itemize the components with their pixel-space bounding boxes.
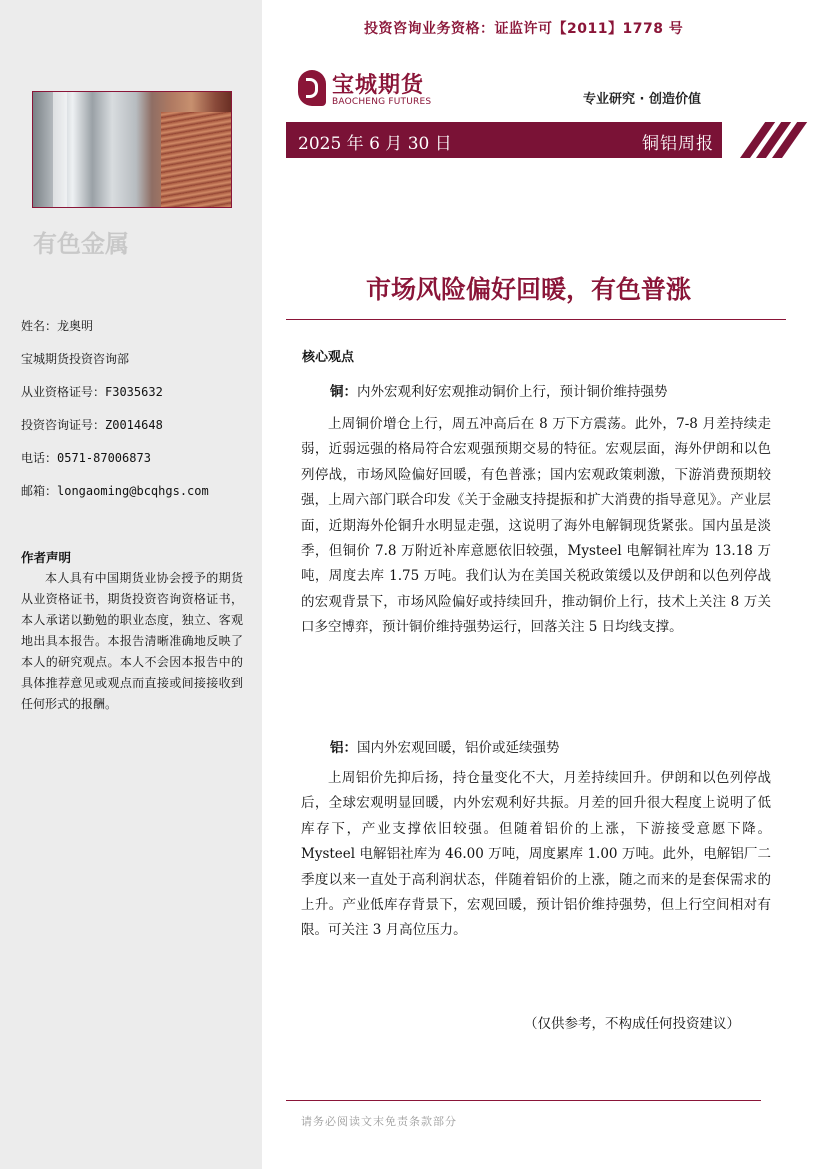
sidebar [0, 0, 262, 1169]
analyst-contact [21, 316, 209, 514]
qualification-number: 从业资格证号：F3035632 [21, 385, 163, 399]
report-banner [286, 122, 722, 158]
sector-label: 有色金属 [33, 230, 129, 258]
copper-label: 铜： [330, 384, 357, 400]
logo-en: BAOCHENG FUTURES [332, 97, 432, 107]
copper-summary-text: 内外宏观利好宏观推动铜价上行，预计铜价维持强势 [357, 384, 668, 400]
consulting-number: 投资咨询证号：Z0014648 [21, 418, 163, 432]
footer-divider [286, 1100, 761, 1101]
analyst-department: 宝城期货投资咨询部 [21, 352, 130, 366]
report-date: 2025 年 6 月 30 日 [298, 134, 452, 154]
copper-coil [161, 112, 231, 208]
company-logo [298, 68, 438, 112]
disclaimer: （仅供参考，不构成任何投资建议） [524, 1016, 740, 1032]
declaration-title: 作者声明 [21, 550, 72, 565]
analyst-name: 姓名：龙奥明 [21, 319, 94, 333]
logo-cn: 宝城期货 [332, 72, 425, 98]
report-type: 铜铝周报 [642, 134, 714, 154]
page-title: 市场风险偏好回暖，有色普涨 [366, 275, 692, 304]
metal-photo [32, 91, 232, 208]
declaration-body: 本人具有中国期货业协会授予的期货从业资格证书，期货投资咨询资格证书，本人承诺以勤勉的职业态度，独立、客观地出具本报告。本报告清晰准确地反映了本人的研究观点。本人不会因本报告中的具体推荐意见或观点而直接或间接接收到任何形式的报酬。 [21, 571, 243, 711]
footer-note: 请务必阅读文末免责条款部分 [301, 1115, 457, 1128]
title-divider [286, 319, 786, 320]
slogan: 专业研究 · 创造价值 [583, 92, 701, 107]
copper-body: 上周铜价增仓上行，周五冲高后在 8 万下方震荡。此外，7-8 月差持续走弱，近弱远强的格局符合宏观强预期交易的特征。宏观层面，海外伊朗和以色列停战，市场风险偏好回暖，有色普涨；国内宏观政策刺激，下游消费预期较强，上周六部门联合印发《关于金融支持提振和扩大消费的指导意见》。产业层面，近期海外伦铜升水明显走强，这说明了海外电解铜现货紧张。国内虽是淡季，但铜价 7.8 万附近补库意愿依旧较强，Mysteel 电解铜社库为 13.18 万吨，周度去库 1.75 万吨。我们认为在美国关税政策缓以及伊朗和以色列停战的宏观背景下，市场风险偏好或持续回升，推动铜价上行，技术上关注 8 万关口多空博弈，预计铜价维持强势运行，回落关注 5 日均线支撑。 [301, 416, 771, 636]
license-info: 投资咨询业务资格：证监许可【2011】1778 号 [364, 21, 684, 37]
aluminum-body: 上周铝价先抑后扬，持仓量变化不大，月差持续回升。伊朗和以色列停战后，全球宏观明显回暖，内外宏观利好共振。月差的回升很大程度上说明了低库存下，产业支撑依旧较强。但随着铝价的上涨，下游接受意愿下降。Mysteel 电解铝社库为 46.00 万吨，周度累库 1.00 万吨。此外，电解铝厂二季度以来一直处于高利润状态，伴随着铝价的上涨，随之而来的是套保需求的上升。产业低库存背景下，宏观回暖，预计铝价维持强势，但上行空间相对有限。可关注 3 月高位压力。 [301, 770, 771, 939]
photo-highlight [53, 92, 67, 208]
aluminum-summary-text: 国内外宏观回暖，铝价或延续强势 [357, 740, 560, 756]
aluminum-summary [330, 736, 560, 756]
copper-summary [330, 380, 668, 400]
aluminum-label: 铝： [330, 740, 357, 756]
section-title: 核心观点 [302, 350, 355, 365]
phone: 电话：0571-87006873 [21, 451, 151, 465]
email-link[interactable]: 邮箱：longaoming@bcqhgs.com [21, 484, 209, 498]
logo-mark-icon [298, 70, 326, 106]
